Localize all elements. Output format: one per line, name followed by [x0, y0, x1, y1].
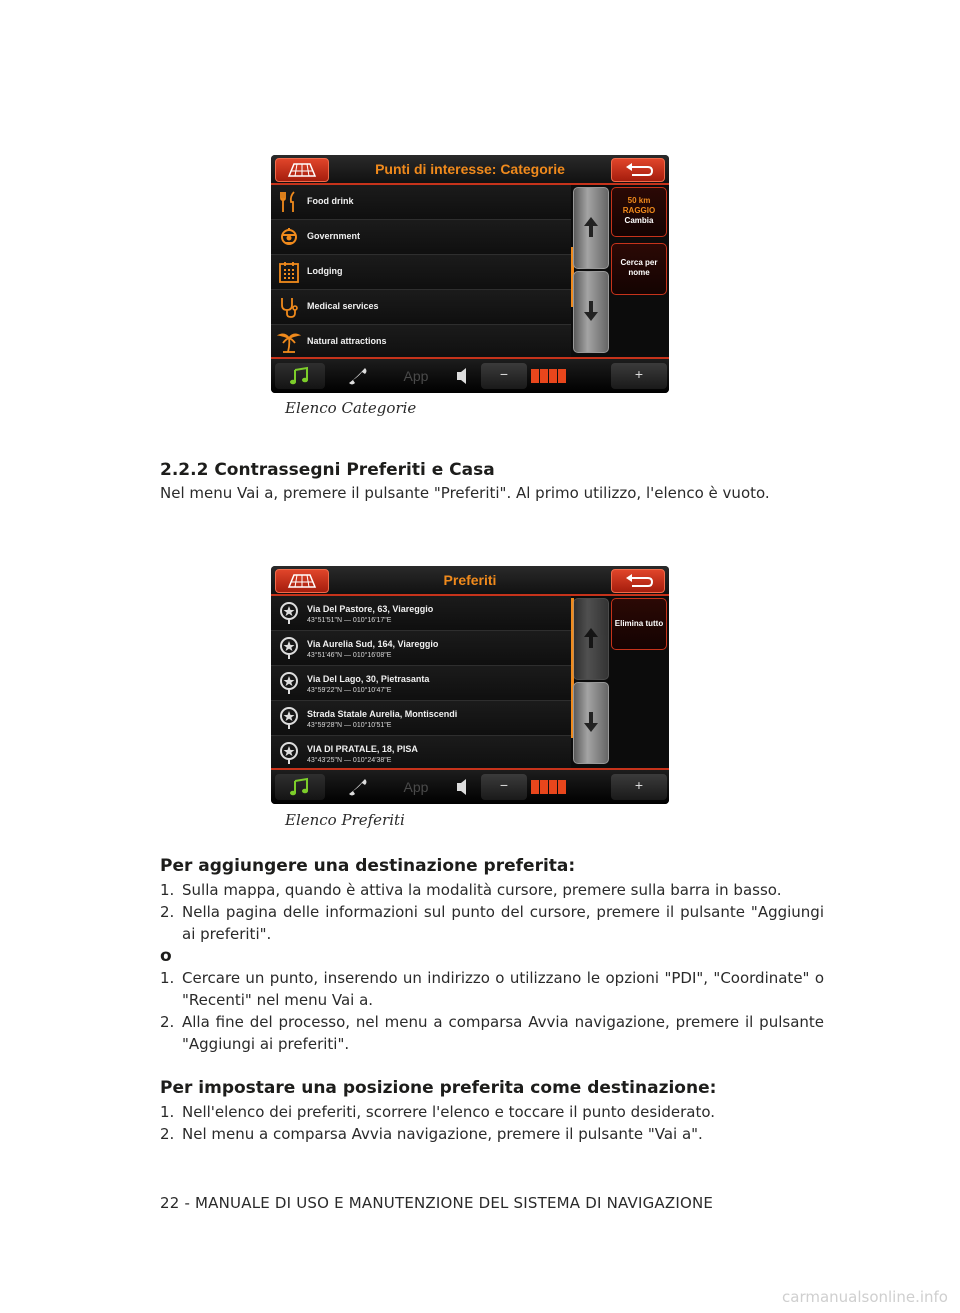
set-destination-steps	[160, 1101, 824, 1145]
scroll-up-button[interactable]	[573, 187, 609, 269]
app-button[interactable]: App	[403, 779, 429, 795]
watermark: carmanualsonline.info	[782, 1288, 948, 1306]
category-label: Lodging	[307, 266, 343, 276]
arrow-up-icon	[583, 216, 599, 238]
list-item[interactable]	[271, 631, 571, 666]
arrow-down-icon	[583, 300, 599, 322]
star-pin-icon	[277, 671, 301, 695]
favorite-name: VIA DI PRATALE, 18, PISA	[307, 744, 418, 754]
search-line-1: Cerca per	[620, 258, 658, 267]
radius-label: RAGGIO	[622, 206, 656, 215]
scroll-controls	[573, 598, 607, 764]
favorites-screen	[271, 566, 669, 804]
radius-action: Cambia	[624, 216, 654, 225]
volume-level	[531, 774, 575, 800]
arrow-down-icon	[583, 711, 599, 733]
category-list	[271, 185, 571, 360]
figure-caption: Elenco Preferiti	[285, 811, 405, 829]
list-item[interactable]	[271, 666, 571, 701]
speaker-icon	[449, 363, 479, 389]
category-label: Natural attractions	[307, 336, 387, 346]
scroll-up-button[interactable]	[573, 598, 609, 680]
back-button[interactable]	[611, 569, 665, 593]
star-pin-icon	[277, 706, 301, 730]
list-item[interactable]	[271, 325, 571, 360]
list-item[interactable]	[271, 290, 571, 325]
scroll-down-button[interactable]	[573, 271, 609, 353]
page-footer: 22 - MANUALE DI USO E MANUTENZIONE DEL SISTEMA DI NAVIGAZIONE	[160, 1194, 714, 1212]
add-favorite-heading: Per aggiungere una destinazione preferita:	[160, 856, 576, 876]
step-number: 2.	[160, 903, 175, 921]
bottom-bar	[271, 768, 669, 804]
favorite-name: Via Aurelia Sud, 164, Viareggio	[307, 639, 439, 649]
favorite-name: Strada Statale Aurelia, Montiscendi	[307, 709, 458, 719]
star-pin-icon	[277, 601, 301, 625]
step-text: Nell'elenco dei preferiti, scorrere l'elenco e toccare il punto desiderato.	[182, 1103, 716, 1121]
favorites-list	[271, 596, 571, 771]
fork-knife-icon	[277, 190, 301, 214]
title-bar	[271, 566, 669, 596]
search-line-2: nome	[628, 268, 650, 277]
list-item	[160, 1123, 824, 1145]
list-item[interactable]	[271, 596, 571, 631]
favorite-coordinates: 43°59'28"N — 010°10'51"E	[307, 722, 392, 729]
music-note-icon	[275, 774, 325, 800]
list-item	[160, 1011, 824, 1055]
palm-tree-icon	[277, 330, 301, 354]
favorite-coordinates: 43°43'25"N — 010°24'38"E	[307, 757, 392, 764]
favorite-name: Via Del Pastore, 63, Viareggio	[307, 604, 434, 614]
music-button[interactable]	[275, 774, 325, 800]
lodging-icon	[277, 260, 301, 284]
step-number: 1.	[160, 881, 175, 899]
section-intro: Nel menu Vai a, premere il pulsante "Preferiti". Al primo utilizzo, l'elenco è vuoto.	[160, 484, 770, 502]
app-button[interactable]: App	[403, 368, 429, 384]
phone-button[interactable]	[333, 363, 383, 389]
star-pin-icon	[277, 636, 301, 660]
scroll-controls	[573, 187, 607, 353]
delete-all-button[interactable]	[611, 598, 667, 650]
music-button[interactable]	[275, 363, 325, 389]
category-label: Food drink	[307, 196, 354, 206]
speaker-icon	[449, 774, 479, 800]
step-text: Sulla mappa, quando è attiva la modalità cursore, premere sulla barra in basso.	[182, 881, 782, 899]
stethoscope-icon	[277, 295, 301, 319]
add-favorite-steps	[160, 879, 824, 1055]
list-item[interactable]	[271, 736, 571, 771]
map-icon	[286, 573, 318, 589]
screen-title: Preferiti	[443, 572, 497, 588]
search-by-name-button[interactable]	[611, 243, 667, 295]
radius-value: 50 km	[627, 196, 651, 205]
category-label: Government	[307, 231, 361, 241]
favorite-coordinates: 43°51'46"N — 010°16'08"E	[307, 652, 392, 659]
poi-categories-screen	[271, 155, 669, 393]
back-arrow-icon	[622, 162, 654, 178]
step-number: 1.	[160, 969, 175, 987]
list-item[interactable]	[271, 185, 571, 220]
favorite-name: Via Del Lago, 30, Pietrasanta	[307, 674, 430, 684]
step-text: Cercare un punto, inserendo un indirizzo o utilizzano le opzioni "PDI", "Coordinate" o "Recenti" nel menu Vai a.	[182, 969, 824, 1009]
list-item[interactable]	[271, 701, 571, 736]
step-text: Nel menu a comparsa Avvia navigazione, premere il pulsante "Vai a".	[182, 1125, 703, 1143]
star-pin-icon	[277, 741, 301, 765]
screen-title: Punti di interesse: Categorie	[375, 161, 565, 177]
music-note-icon	[275, 363, 325, 389]
map-button[interactable]	[275, 158, 329, 182]
step-number: 2.	[160, 1125, 175, 1143]
volume-down-button[interactable]: −	[481, 363, 527, 389]
map-icon	[286, 162, 318, 178]
step-number: 2.	[160, 1013, 175, 1031]
delete-all-label: Elimina tutto	[614, 619, 664, 628]
arrow-up-icon	[583, 627, 599, 649]
map-button[interactable]	[275, 569, 329, 593]
list-item	[160, 879, 824, 901]
phone-icon	[333, 363, 383, 389]
title-bar	[271, 155, 669, 185]
set-destination-heading: Per impostare una posizione preferita come destinazione:	[160, 1078, 717, 1098]
list-item[interactable]	[271, 220, 571, 255]
volume-up-button[interactable]: +	[611, 363, 667, 389]
volume-up-button[interactable]: +	[611, 774, 667, 800]
category-label: Medical services	[307, 301, 379, 311]
step-text: Alla fine del processo, nel menu a comparsa Avvia navigazione, premere il pulsante "Aggiungi ai preferiti".	[182, 1013, 824, 1053]
volume-level	[531, 363, 575, 389]
list-item	[160, 967, 824, 1011]
phone-icon	[333, 774, 383, 800]
phone-button[interactable]	[333, 774, 383, 800]
list-item[interactable]	[271, 255, 571, 290]
volume-down-button[interactable]: −	[481, 774, 527, 800]
figure-caption: Elenco Categorie	[285, 399, 417, 417]
or-separator: o	[160, 946, 172, 966]
step-number: 1.	[160, 1103, 175, 1121]
favorite-coordinates: 43°59'22"N — 010°10'47"E	[307, 687, 392, 694]
scroll-down-button[interactable]	[573, 682, 609, 764]
list-item	[160, 1101, 824, 1123]
step-text: Nella pagina delle informazioni sul punto del cursore, premere il pulsante "Aggiungi ai preferiti".	[182, 903, 824, 943]
list-item	[160, 901, 824, 945]
government-icon	[277, 225, 301, 249]
radius-button[interactable]	[611, 187, 667, 237]
section-heading: 2.2.2 Contrassegni Preferiti e Casa	[160, 460, 495, 480]
favorite-coordinates: 43°51'51"N — 010°16'17"E	[307, 617, 392, 624]
back-arrow-icon	[622, 573, 654, 589]
bottom-bar	[271, 357, 669, 393]
back-button[interactable]	[611, 158, 665, 182]
